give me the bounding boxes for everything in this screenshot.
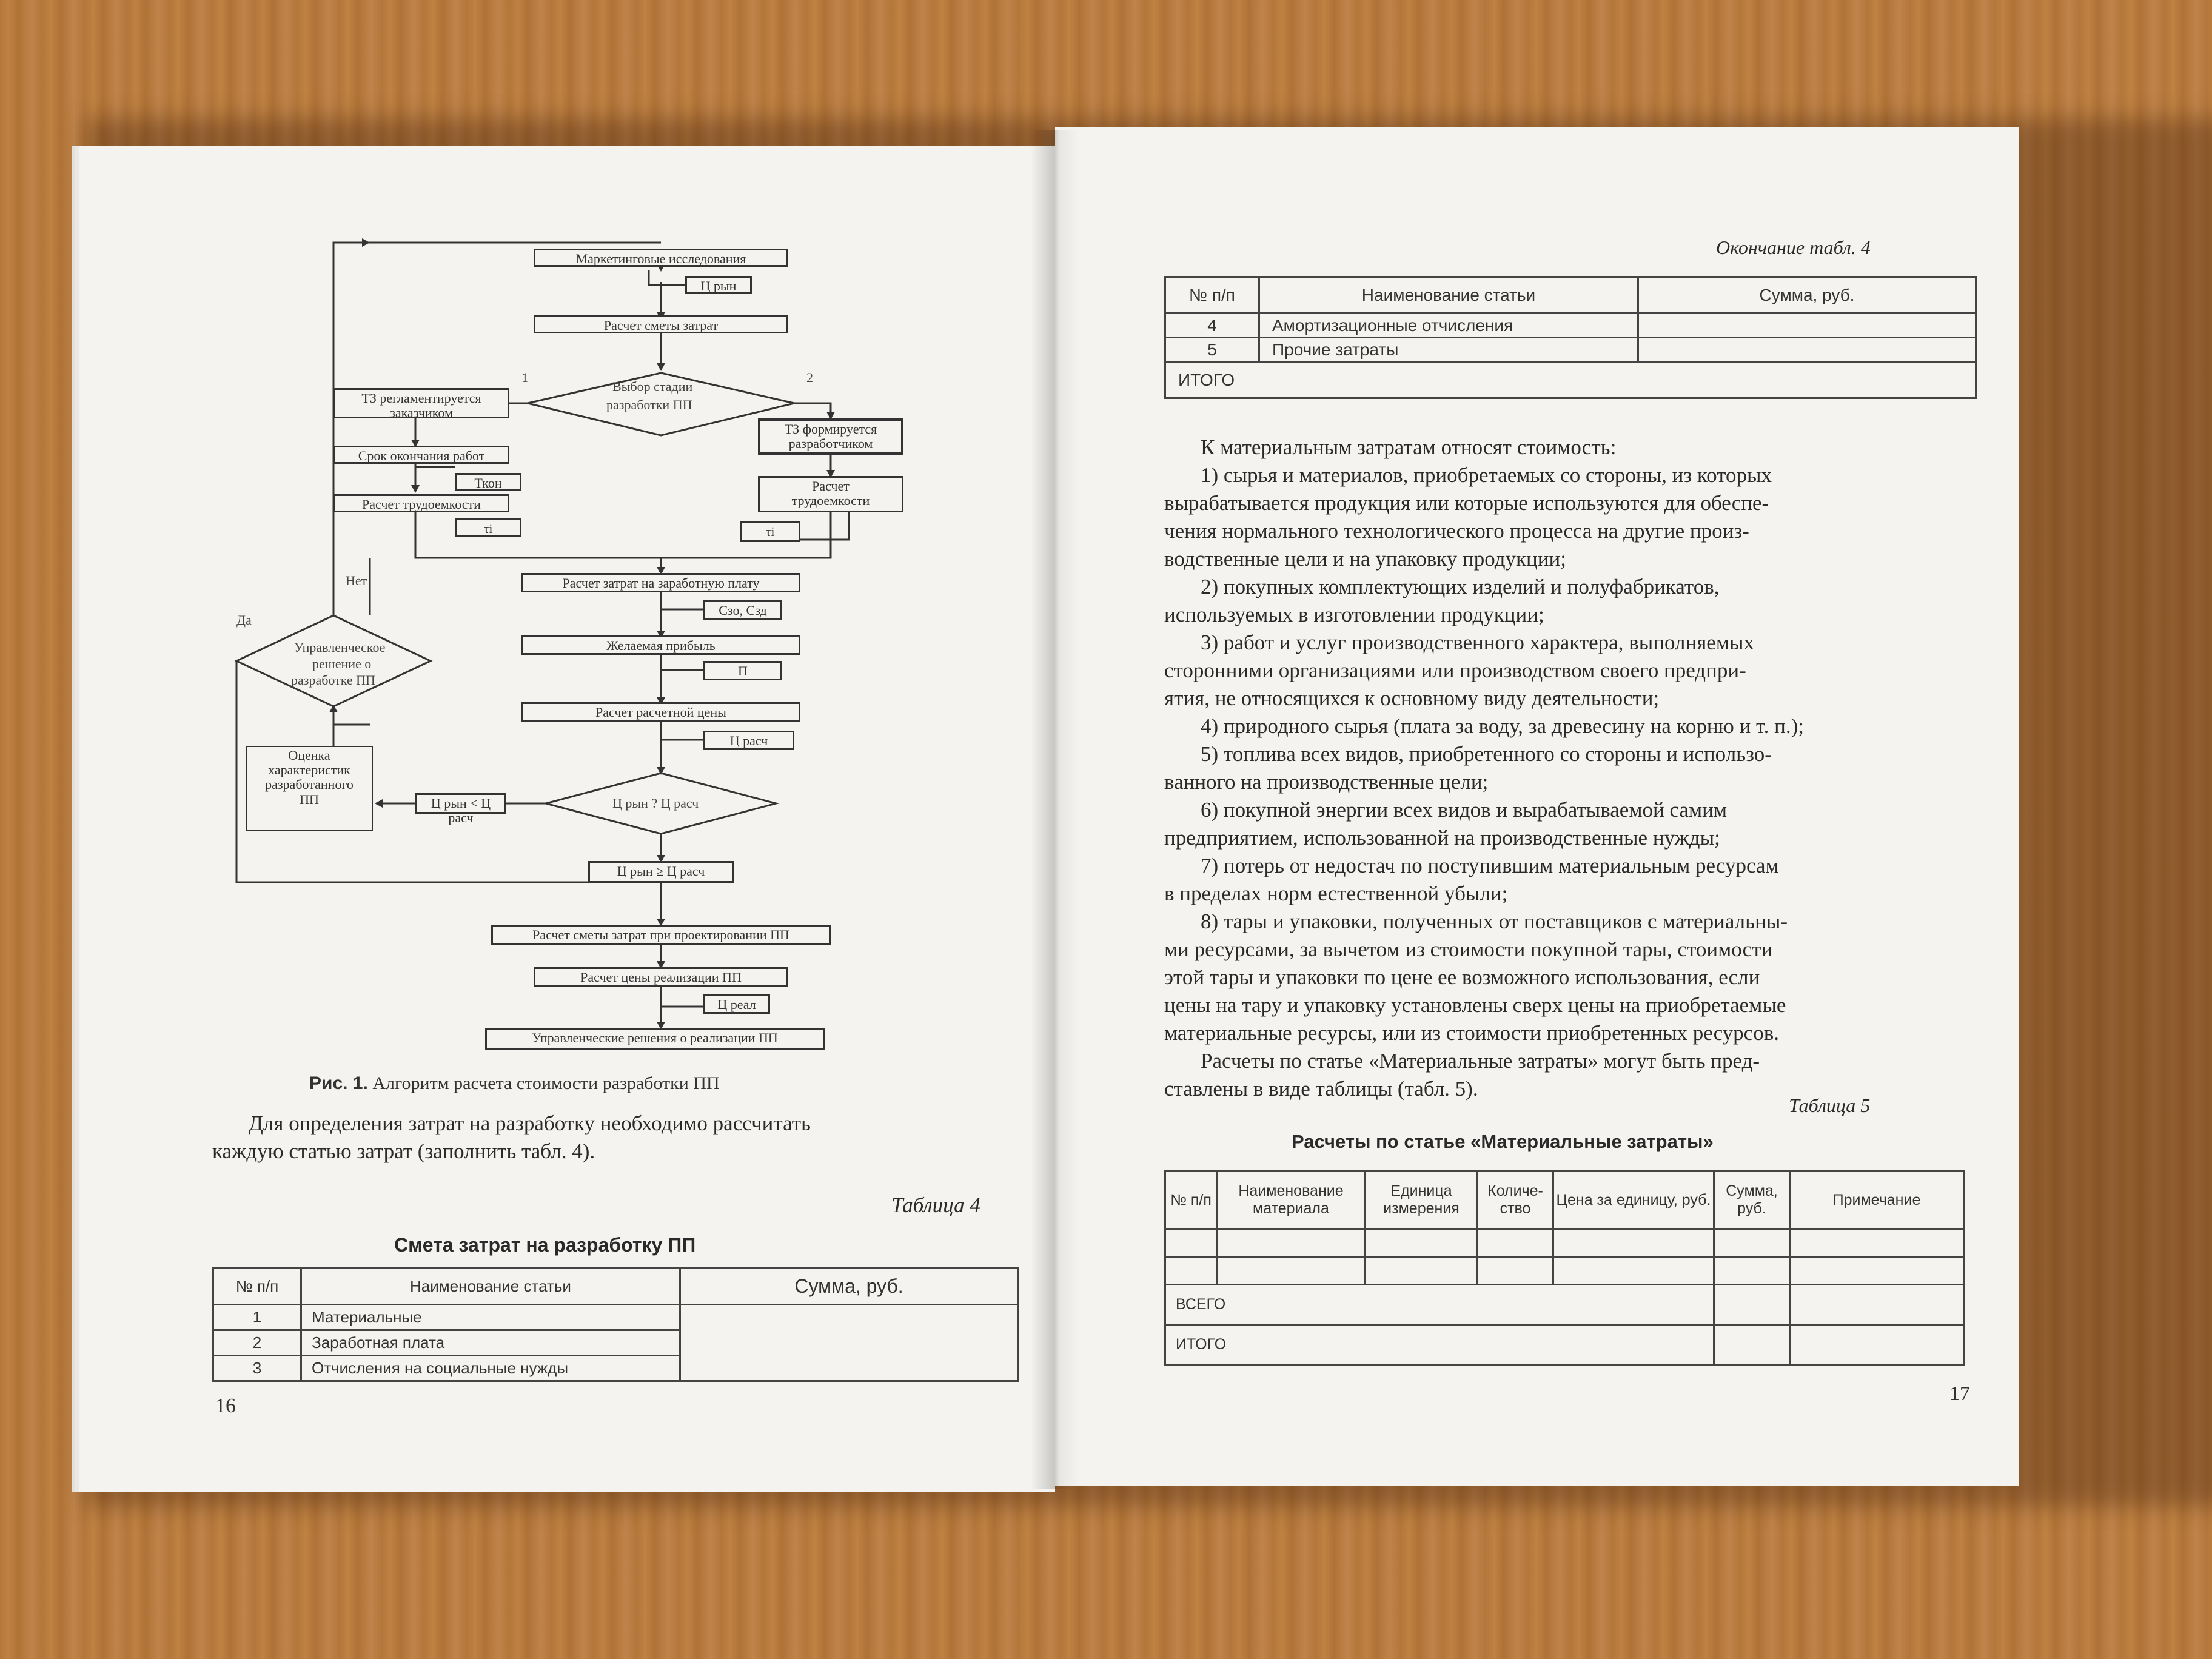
box-c-salary: Сзо, Сзд — [703, 600, 782, 620]
left-paragraph-line-2: каждую статью затрат (заполнить табл. 4). — [212, 1139, 595, 1163]
box-eval — [246, 746, 373, 831]
body-line: 4) природного сырья (плата за воду, за древесину на корню и т. п.); — [1201, 714, 1804, 738]
body-line: ми ресурсами, за вычетом из стоимости покупной тары, стоимости — [1164, 937, 1773, 961]
table5-header: Примечание — [1790, 1171, 1964, 1229]
table-row — [1165, 1325, 1964, 1365]
table4c-cell: Амортизационные отчисления — [1259, 313, 1638, 338]
body-line: ванного на производственные цели; — [1164, 770, 1489, 794]
body-line: 6) покупной энергии всех видов и вырабатываемой самим — [1201, 798, 1727, 822]
box-t-kon: Ткон — [455, 473, 521, 491]
body-line: 1) сырья и материалов, приобретаемых со стороны, из которых — [1201, 463, 1772, 487]
yes-label: Да — [236, 612, 252, 628]
box-deadline: Срок окончания работ — [333, 446, 509, 464]
table-row — [1165, 1257, 1964, 1285]
right-page-number: 17 — [1949, 1382, 1970, 1405]
box-less: Ц рын < Ц расч — [415, 793, 506, 814]
no-label: Нет — [346, 573, 367, 588]
body-line: 7) потерь от недостач по поступившим материальным ресурсам — [1201, 854, 1779, 877]
box-labor-right — [758, 476, 903, 512]
table5-title: Расчеты по статье «Материальные затраты» — [1292, 1131, 1714, 1152]
compare-label: Ц рын ? Ц расч — [612, 796, 699, 811]
body-line: этой тары и упаковки по цене ее возможного использования, если — [1164, 965, 1760, 989]
labor-right-line-2: трудоемкости — [791, 493, 870, 509]
body-line: 5) топлива всех видов, приобретенного со стороны и использо- — [1201, 742, 1772, 766]
table-row — [213, 1305, 1018, 1330]
box-sale-price: Расчет цены реализации ПП — [534, 967, 788, 987]
box-salary: Расчет затрат на заработную плату — [521, 573, 800, 592]
table5-header: Цена за единицу, руб. — [1553, 1171, 1714, 1229]
table4-cell: 3 — [213, 1356, 301, 1381]
body-line: используемых в изготовлении продукции; — [1164, 603, 1544, 626]
table4-cell: Заработная плата — [301, 1330, 680, 1356]
table-row — [1165, 1285, 1964, 1325]
table4-title: Смета затрат на разработку ПП — [394, 1234, 696, 1256]
table4c-total: ИТОГО — [1165, 362, 1976, 398]
continuation-label: Окончание табл. 4 — [1716, 236, 1871, 258]
body-line: водственные цели и на упаковку продукции; — [1164, 547, 1566, 571]
body-line: ятия, не относящихся к основному виду деятельности; — [1164, 686, 1660, 710]
right-page — [1055, 127, 2019, 1486]
box-mgmt-sale: Управленческие решения о реализации ПП — [485, 1028, 825, 1050]
table-row — [1165, 362, 1976, 398]
table4c-cell: Прочие затраты — [1259, 338, 1638, 362]
left-page — [79, 146, 1055, 1492]
table-row — [1165, 338, 1976, 362]
box-cost-estimate: Расчет сметы затрат — [534, 315, 788, 333]
table-row — [1165, 1229, 1964, 1257]
left-paragraph — [212, 1110, 1019, 1165]
branch-2-label: 2 — [806, 370, 813, 385]
table4c-cell — [1638, 338, 1976, 362]
labor-right-line-1: Расчет — [812, 478, 850, 494]
box-profit: Желаемая прибыль — [521, 635, 800, 655]
table4-cell: Отчисления на социальные нужды — [301, 1356, 680, 1381]
mgmt-decision-line-2: решение о — [312, 656, 372, 671]
decision-line-2: разработки ПП — [606, 397, 692, 412]
tz-customer-line-2: заказчиком — [390, 405, 453, 421]
eval-line-2: характеристик — [268, 762, 350, 778]
eval-line-4: ПП — [300, 791, 319, 807]
table4-label: Таблица 4 — [891, 1193, 980, 1217]
table4c-header-num: № п/п — [1165, 277, 1259, 313]
tz-developer-line-2: разработчиком — [788, 436, 873, 452]
table4c-cell: 5 — [1165, 338, 1259, 362]
table4c-cell: 4 — [1165, 313, 1259, 338]
box-marketing: Маркетинговые исследования — [534, 249, 788, 267]
box-labor-left: Расчет трудоемкости — [333, 494, 509, 512]
table4-cell: 1 — [213, 1305, 301, 1330]
table4c-header-name: Наименование статьи — [1259, 277, 1638, 313]
left-paragraph-line-1: Для определения затрат на разработку необходимо рассчитать — [249, 1111, 811, 1135]
box-price-calc: Расчет расчетной цены — [521, 702, 800, 722]
left-page-number: 16 — [215, 1395, 236, 1417]
book-gutter — [1031, 130, 1079, 1489]
table-row — [1165, 313, 1976, 338]
body-line: 3) работ и услуг производственного характера, выполняемых — [1201, 631, 1754, 654]
body-line: К материальным затратам относят стоимость: — [1201, 435, 1617, 459]
right-body-text — [1164, 434, 1971, 1103]
mgmt-decision-line-3: разработке ПП — [291, 672, 375, 688]
body-line: сторонними организациями или производством своего предпри- — [1164, 659, 1746, 682]
eval-line-1: Оценка — [288, 748, 330, 763]
tz-customer-line-1: ТЗ регламентируется — [361, 390, 481, 406]
table4-header-sum: Сумма, руб. — [680, 1269, 1018, 1305]
table5-header: Наименование материала — [1217, 1171, 1366, 1229]
box-geq: Ц рын ≥ Ц расч — [588, 861, 734, 883]
body-line: вырабатывается продукция или которые используются для обеспе- — [1164, 491, 1769, 515]
box-design-estimate: Расчет сметы затрат при проектировании ПП — [491, 925, 831, 945]
body-line: цены на тару и упаковку установлены сверх цены на приобретаемые — [1164, 993, 1786, 1017]
body-line: предприятием, использованной на производственные нужды; — [1164, 826, 1720, 850]
branch-1-label: 1 — [521, 370, 528, 385]
table5 — [1164, 1170, 1965, 1366]
body-line: чения нормального технологического процесса на другие произ- — [1164, 519, 1749, 543]
body-line: 2) покупных комплектующих изделий и полуфабрикатов, — [1201, 575, 1720, 598]
table5-total-all: ВСЕГО — [1165, 1285, 1714, 1325]
body-line: ставлены в виде таблицы (табл. 5). — [1164, 1077, 1478, 1101]
box-c-real: Ц реал — [703, 994, 770, 1014]
figure-caption-label: Рис. 1. — [309, 1073, 368, 1093]
table5-label: Таблица 5 — [1789, 1094, 1871, 1116]
box-tz-developer — [758, 418, 903, 455]
table5-header: Единица измерения — [1366, 1171, 1478, 1229]
table4-header-name: Наименование статьи — [301, 1269, 680, 1305]
table4c-cell — [1638, 313, 1976, 338]
box-tau-left: τi — [455, 518, 521, 537]
table5-header: Количе-ство — [1478, 1171, 1553, 1229]
box-tz-customer — [333, 388, 509, 421]
table4-cell: Материальные — [301, 1305, 680, 1330]
tz-developer-line-1: ТЗ формируется — [784, 421, 877, 437]
eval-line-3: разработанного — [265, 777, 354, 793]
body-line: 8) тары и упаковки, полученных от поставщиков с материальны- — [1201, 910, 1788, 933]
table4 — [212, 1267, 1019, 1382]
box-tau-right: τi — [740, 521, 800, 542]
box-c-ryn: Ц рын — [685, 276, 752, 294]
box-c-rasch: Ц расч — [703, 731, 794, 750]
table5-total: ИТОГО — [1165, 1325, 1714, 1365]
table5-header: Сумма, руб. — [1714, 1171, 1790, 1229]
table5-header: № п/п — [1165, 1171, 1217, 1229]
table4-continuation — [1164, 276, 1977, 399]
table4-cell — [680, 1305, 1018, 1381]
table4-cell: 2 — [213, 1330, 301, 1356]
figure-caption-text: Алгоритм расчета стоимости разработки ПП — [372, 1073, 720, 1093]
body-line: Расчеты по статье «Материальные затраты» могут быть пред- — [1201, 1049, 1760, 1073]
figure-caption — [309, 1073, 720, 1094]
mgmt-decision-line-1: Управленческое — [294, 640, 386, 655]
table4-header-num: № п/п — [213, 1269, 301, 1305]
decision-line-1: Выбор стадии — [612, 379, 693, 394]
body-line: материальные ресурсы, или из стоимости приобретенных ресурсов. — [1164, 1021, 1779, 1045]
body-line: в пределах норм естественной убыли; — [1164, 882, 1508, 905]
box-p: П — [703, 661, 782, 680]
table4c-header-sum: Сумма, руб. — [1638, 277, 1976, 313]
